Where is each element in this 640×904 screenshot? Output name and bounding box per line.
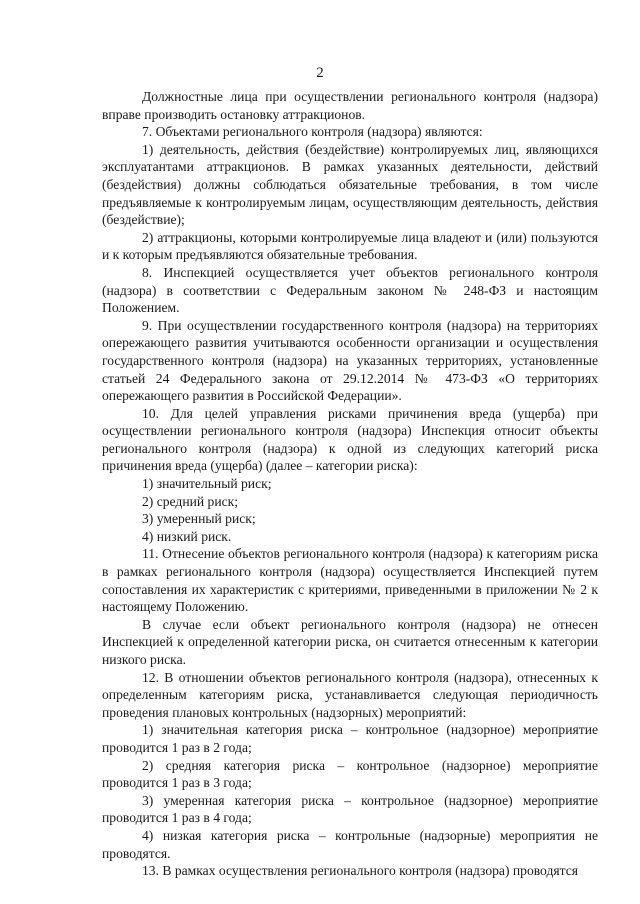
paragraph: Должностные лица при осуществлении регионального контроля (надзора) вправе производить остановку аттракционов. <box>102 89 598 122</box>
paragraph: 2) средний риск; <box>142 493 239 509</box>
paragraph: 8. Инспекцией осуществляется учет объектов регионального контроля (надзора) в соответствии с Федеральным законом № 248-ФЗ и настоящим Положением. <box>102 264 598 316</box>
paragraph: 2) средняя категория риска – контрольное (надзорное) мероприятие проводится 1 раз в 3 года; <box>102 757 598 791</box>
paragraph: 1) значительная категория риска – контрольное (надзорное) мероприятие проводится 1 раз в 2 года; <box>102 722 598 755</box>
paragraph: 3) умеренный риск; <box>142 511 256 527</box>
paragraph: 13. В рамках осуществления регионального контроля (надзора) проводятся <box>142 863 579 879</box>
paragraph: 7. Объектами регионального контроля (надзора) являются: <box>142 124 483 140</box>
paragraph: 11. Отнесение объектов регионального контроля (надзора) к категориям риска в рамках регионального контроля (надзора) осуществляется Инспекцией путем сопоставления их характеристик с критериями, приведенными в приложении № 2 к настоящему Положению. <box>102 546 598 615</box>
paragraph: В случае если объект регионального контроля (надзора) не отнесен Инспекцией к определенной категории риска, он считается отнесенным к категории низкого риска. <box>102 616 598 667</box>
paragraph: 10. Для целей управления рисками причинения вреда (ущерба) при осуществлении регионального контроля (надзора) Инспекция относит объекты регионального контроля (надзора) к одной из следующих категорий риска причинения вреда (ущерба) (далее – категории риска): <box>102 405 598 474</box>
paragraph: 12. В отношении объектов регионального контроля (надзора), отнесенных к определенным категориям риска, устанавливается следующая периодичность проведения плановых контрольных (надзорных) мероприятий: <box>102 669 598 720</box>
paragraph: 2) аттракционы, которыми контролируемые лица владеют и (или) пользуются и к которым предъявляются обязательные требования. <box>102 229 598 263</box>
paragraph: 1) значительный риск; <box>142 476 272 492</box>
paragraph: 1) деятельность, действия (бездействие) контролируемых лиц, являющихся эксплуатантами аттракционов. В рамках указанных деятельности, действий (бездействия) должны соблюдаться обязательные требования, в том числе предъявляемые к контролируемым лицам, осуществляющим деятельность, действия (бездействие); <box>102 141 598 228</box>
paragraph: 4) низкая категория риска – контрольные (надзорные) мероприятия не проводятся. <box>102 827 598 861</box>
document-body <box>102 88 598 880</box>
paragraph: 3) умеренная категория риска – контрольное (надзорное) мероприятие проводится 1 раз в 4 года; <box>102 792 598 826</box>
page-number: 2 <box>316 65 324 81</box>
paragraph: 4) низкий риск. <box>142 528 232 544</box>
paragraph: 9. При осуществлении государственного контроля (надзора) на территориях опережающего развития учитываются особенности организации и осуществления государственного контроля (надзора) на указанных территориях, установленные статьей 24 Федерального закона от 29.12.2014 № 473-ФЗ «О территориях опережающего развития в Российской Федерации». <box>102 317 598 404</box>
